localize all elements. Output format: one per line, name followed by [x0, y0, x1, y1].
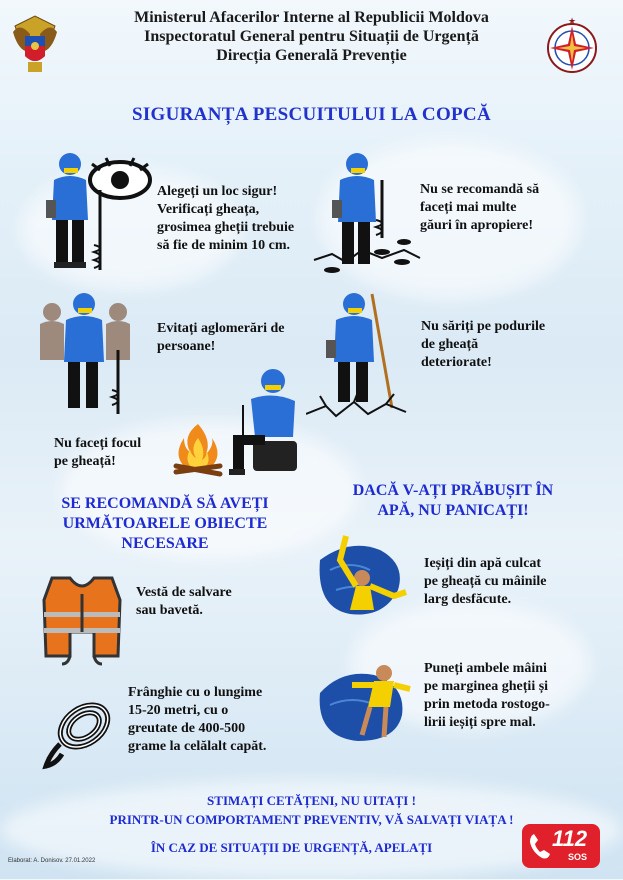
life-vest-icon: [40, 572, 124, 666]
fisherman-cracked-ice-illustration: [306, 290, 410, 420]
fisherman-check-ice-illustration: [40, 150, 152, 280]
rescue-crawl-illustration: [310, 530, 410, 625]
header-ministry: Ministerul Afacerilor Interne al Republicii Moldova: [134, 9, 489, 26]
footer-prevention: PRINTR-UN COMPORTAMENT PREVENTIV, VĂ SALVAȚI VIAȚA !: [109, 812, 514, 827]
recommend-heading: SE RECOMANDĂ SĂ AVEȚI URMĂTOARELE OBIECTE NECESARE: [61, 495, 269, 552]
rescue-step-1: Ieșiți din apă culcat pe gheață cu mâinile larg desfăcute.: [424, 556, 547, 607]
footer-call: ÎN CAZ DE SITUAȚII DE URGENȚĂ, APELAȚI: [150, 840, 433, 855]
rope-illustration: [40, 694, 120, 774]
item-rope: Frânghie cu o lungime 15-20 metri, cu o greutate de 400-500 grame la celălalt capăt.: [128, 685, 267, 754]
header-directorate: Direcția Generală Prevenție: [216, 47, 407, 64]
tip-fire: Nu faceți focul pe gheață!: [54, 436, 142, 469]
fisherman-holes-illustration: [312, 150, 422, 280]
life-vest-illustration: [40, 572, 124, 666]
rescue-roll-illustration: [312, 655, 412, 750]
fall-heading: DACĂ V-AȚI PRĂBUȘIT ÎN APĂ, NU PANICAȚI!: [352, 482, 554, 519]
crowd-illustration: [38, 290, 138, 420]
footer-reminder: STIMAȚI CETĂȚENI, NU UITAȚI !: [207, 793, 416, 808]
tip-safe-place: Alegeți un loc sigur! Verificați gheața, grosimea gheții trebuie să fie de minim 10 cm.: [157, 184, 295, 253]
header: [0, 8, 623, 65]
seated-fisherman-illustration: [225, 365, 305, 480]
item-vest: Vestă de salvare sau bavetă.: [136, 585, 232, 618]
phone-icon: [528, 832, 552, 860]
tip-crowds: Evitați aglomerări de persoane!: [157, 321, 285, 354]
credit-note: Elaborat: A. Donisov. 27.01.2022: [8, 858, 96, 864]
page-title: SIGURANȚA PESCUITULUI LA COPCĂ: [132, 104, 491, 125]
header-inspectorate: Inspectoratul General pentru Situații de Urgență: [144, 28, 479, 45]
tip-jump: Nu săriți pe podurile de gheață deteriorate!: [421, 319, 546, 370]
svg-text:★: ★: [567, 17, 577, 27]
fire-icon: [172, 420, 224, 478]
rescue-step-2: Puneți ambele mâini pe marginea gheții și prin metoda rostogo- lirii ieșiți spre mal.: [424, 661, 550, 730]
emergency-112-badge: [522, 824, 600, 868]
campfire-illustration: [172, 420, 224, 478]
emergency-number: 112: [552, 826, 588, 851]
tip-holes: Nu se recomandă să faceți mai multe găuri în apropiere!: [420, 182, 540, 233]
emergency-sos: SOS: [568, 852, 588, 862]
rope-icon: [40, 694, 120, 774]
